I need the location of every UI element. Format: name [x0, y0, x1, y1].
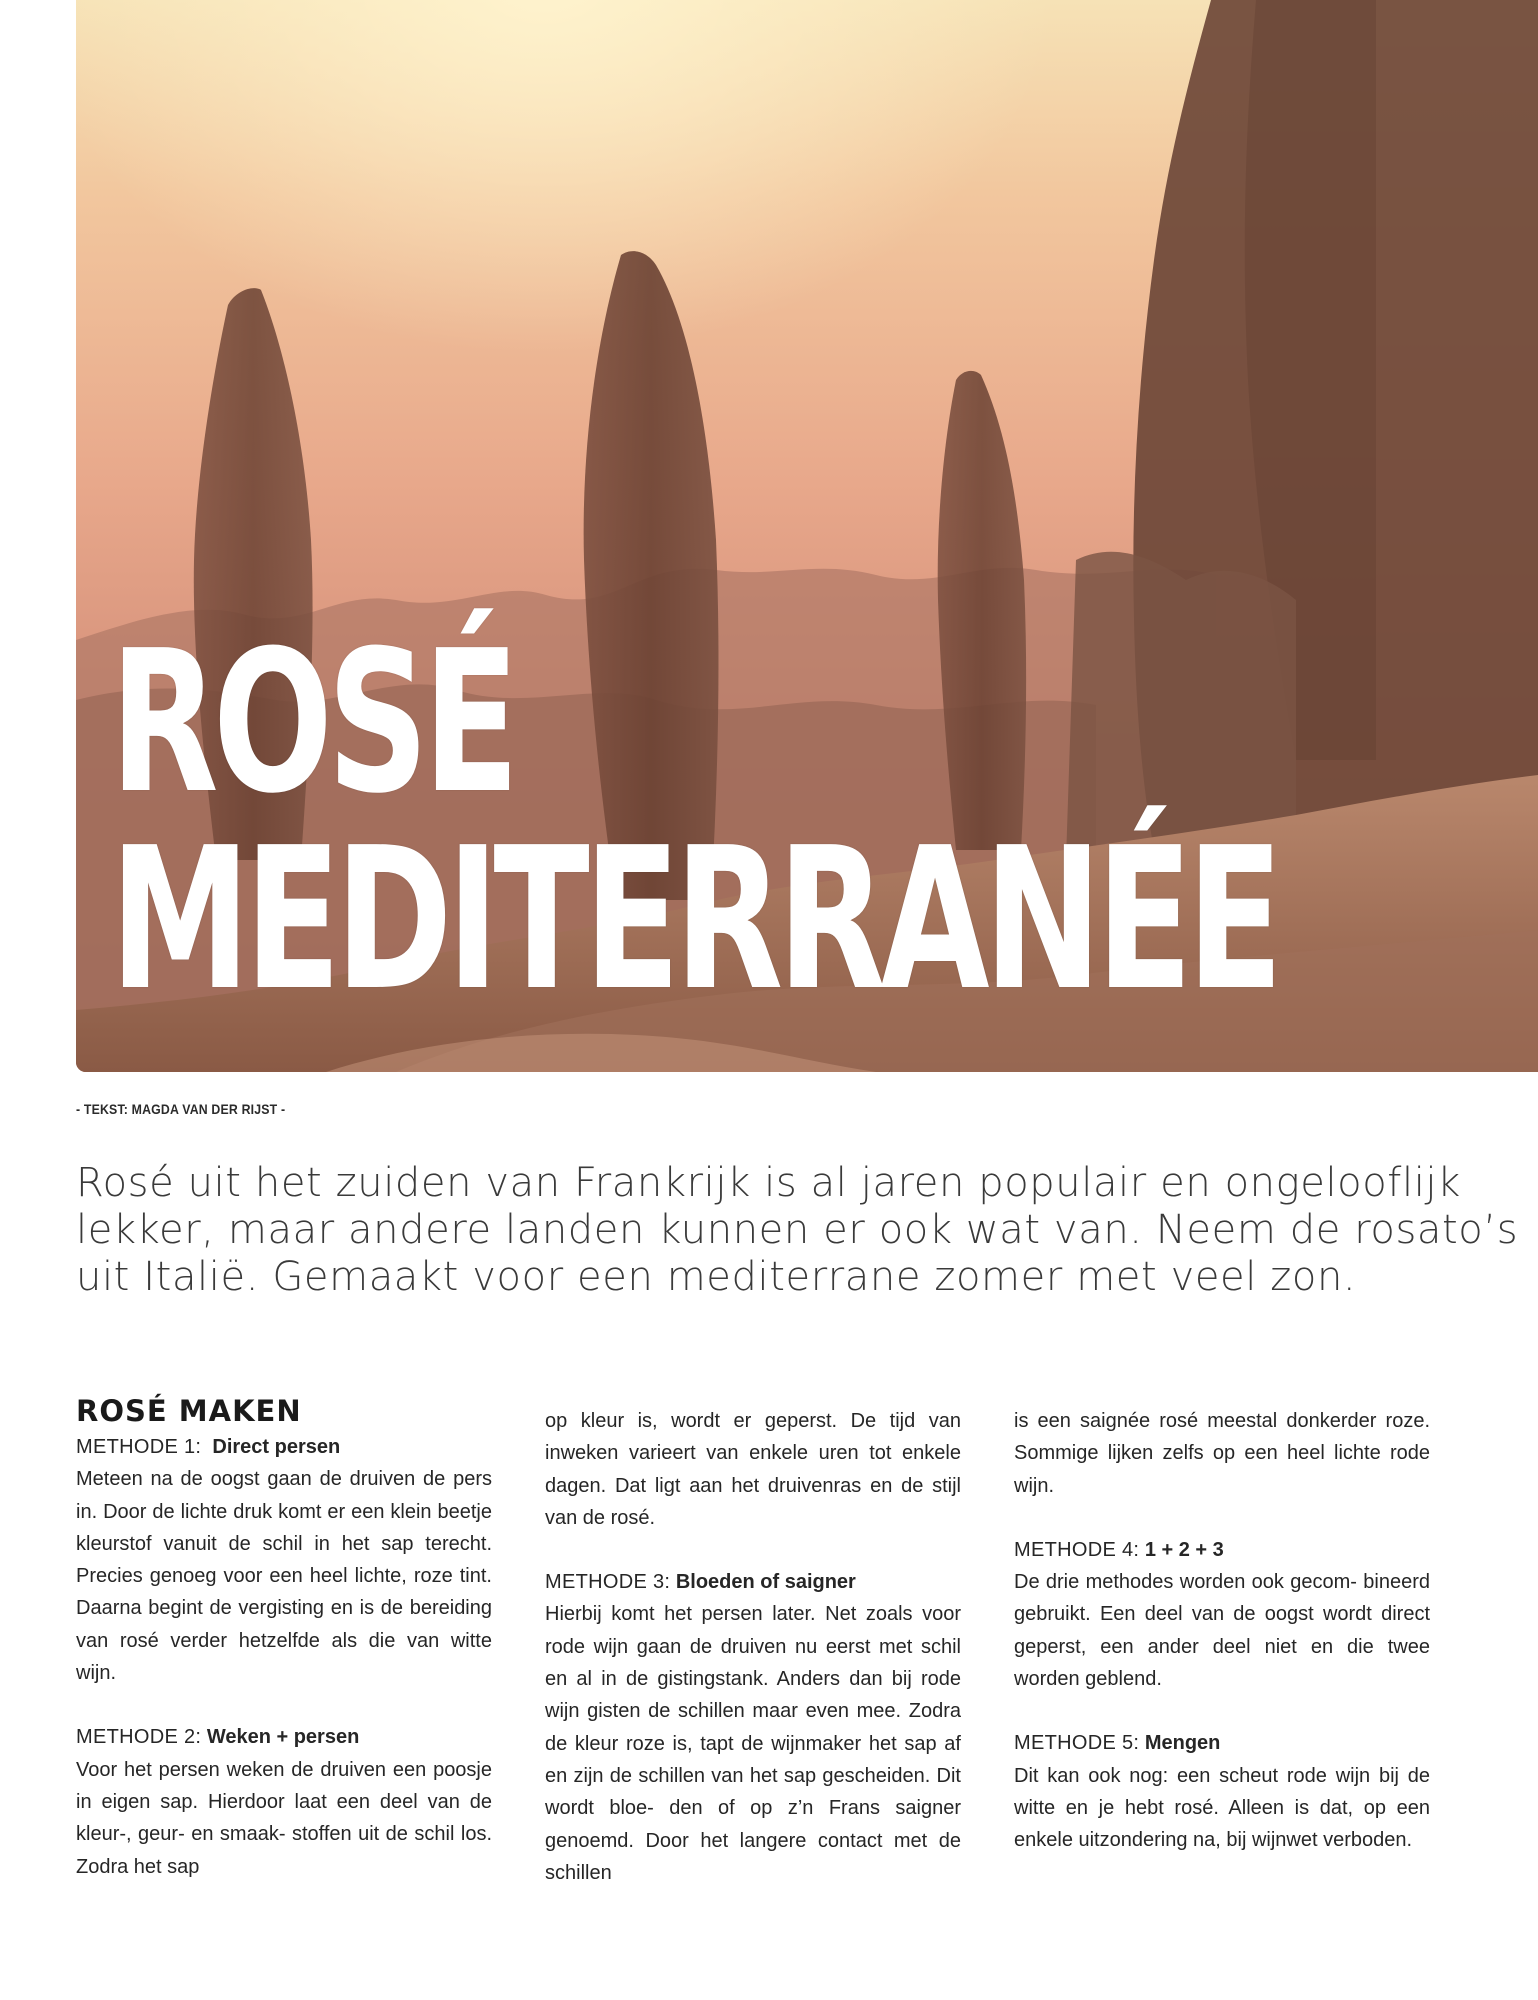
- method-label: METHODE 5:: [1014, 1732, 1140, 1755]
- method-name: Direct persen: [212, 1436, 341, 1458]
- article-column-2: [545, 1405, 961, 1889]
- method-text: Voor het persen weken de druiven een poosje in eigen sap. Hierdoor laat een deel van de kleur-, geur- en smaak- stoffen uit de schil los. Zodra het sap: [76, 1758, 492, 1878]
- method-heading: [76, 1431, 492, 1463]
- intro-line: lekker, maar andere landen kunnen er ook wat van. Neem de rosato’s: [76, 1207, 1519, 1253]
- method-text: Dit kan ook nog: een scheut rode wijn bij de witte en je hebt rosé. Alleen is dat, op een enkele uitzondering na, bij wijnwet verboden.: [1014, 1764, 1430, 1852]
- intro-line: uit Italië. Gemaakt voor een mediterrane zomer met veel zon.: [76, 1254, 1357, 1300]
- method-label: METHODE 1:: [76, 1436, 202, 1458]
- hero-photo: [76, 0, 1538, 1072]
- intro-paragraph: [76, 1160, 1519, 1301]
- byline: - TEKST: MAGDA VAN DER RIJST -: [76, 1101, 286, 1117]
- method-heading: [1014, 1534, 1430, 1566]
- method-text: Meteen na de oogst gaan de druiven de pers in. Door de lichte druk komt er een klein beetje kleurstof vanuit de schil in het sap terecht. Precies genoeg voor een heel lichte, roze tint. Daarna begint de vergisting en is de bereiding van rosé verder hetzelfde als die van witte wijn.: [76, 1468, 492, 1685]
- method-name: Bloeden of saigner: [675, 1571, 856, 1594]
- method-name: Mengen: [1144, 1732, 1221, 1755]
- method-text: Hierbij komt het persen later. Net zoals voor rode wijn gaan de druiven nu eerst met schil en al in de gistingstank. Anders dan bij rode wijn gisten de schillen maar even mee. Zodra de kleur roze is, tapt de wijnmaker het sap af en zijn de schillen van het sap gescheiden. Dit wordt bloe- den of op z’n Frans saigner genoemd. Door het langere contact met de schillen: [545, 1603, 961, 1884]
- method-name: Weken + persen: [206, 1726, 360, 1749]
- intro-line: Rosé uit het zuiden van Frankrijk is al jaren populair en ongelooflijk: [76, 1160, 1461, 1206]
- headline-line-1: ROSÉ: [110, 609, 514, 837]
- method-name: 1 + 2 + 3: [1144, 1538, 1224, 1561]
- method-text: De drie methodes worden ook gecom- bineerd gebruikt. Een deel van de oogst wordt direct geperst, een ander deel niet en die twee worden geblend.: [1014, 1571, 1430, 1691]
- method-text: is een saignée rosé meestal donkerder roze. Sommige lijken zelfs op een heel lichte rode wijn.: [1014, 1410, 1430, 1497]
- section-title: ROSÉ MAKEN: [76, 1394, 302, 1428]
- method-heading: [545, 1566, 961, 1598]
- method-label: METHODE 4:: [1014, 1538, 1140, 1561]
- method-label: METHODE 3:: [545, 1571, 671, 1594]
- headline-line-2: MEDITERRANÉE: [110, 806, 1278, 1034]
- method-heading: [1014, 1727, 1430, 1759]
- method-text: op kleur is, wordt er geperst. De tijd van inweken varieert van enkele uren tot enkele dagen. Dat ligt aan het druivenras en de stijl van de rosé.: [545, 1410, 961, 1529]
- method-label: METHODE 2:: [76, 1726, 202, 1749]
- article-column-3: [1014, 1405, 1430, 1857]
- method-heading: [76, 1721, 492, 1753]
- article-column-1: [76, 1391, 492, 1883]
